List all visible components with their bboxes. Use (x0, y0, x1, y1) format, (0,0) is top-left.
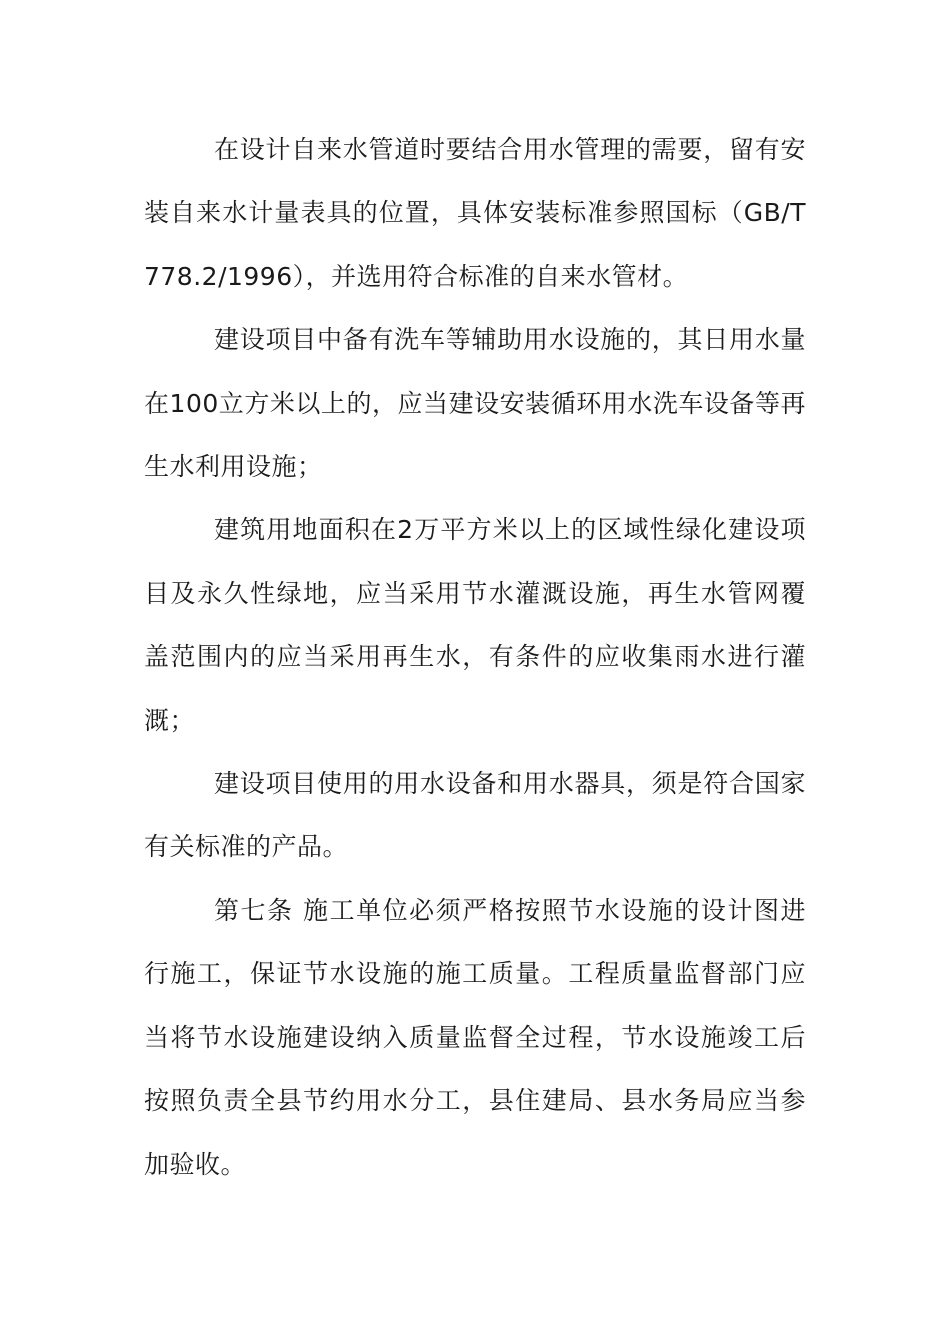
paragraph-equipment: 建设项目使用的用水设备和用水器具，须是符合国家有关标准的产品。 (144, 769, 806, 862)
paragraph-article-seven: 第七条 施工单位必须严格按照节水设施的设计图进行施工，保证节水设施的施工质量。工程质量监督部门应当将节水设施建设纳入质量监督全过程，节水设施竣工后按照负责全县节约用水分工，县住建局、县水务局应当参加验收。 (144, 895, 806, 1179)
paragraph-water-meter: 在设计自来水管道时要结合用水管理的需要，留有安装自来水计量表具的位置，具体安装标准参照国标（GB/T778.2/1996），并选用符合标准的自来水管材。 (144, 135, 806, 291)
paragraph-greening: 建筑用地面积在2万平方米以上的区域性绿化建设项目及永久性绿地，应当采用节水灌溉设施，再生水管网覆盖范围内的应当采用再生水，有条件的应收集雨水进行灌溉； (144, 515, 806, 735)
document-page (144, 118, 806, 1196)
paragraph-car-wash: 建设项目中备有洗车等辅助用水设施的，其日用水量在100立方米以上的，应当建设安装循环用水洗车设备等再生水利用设施； (144, 325, 806, 482)
